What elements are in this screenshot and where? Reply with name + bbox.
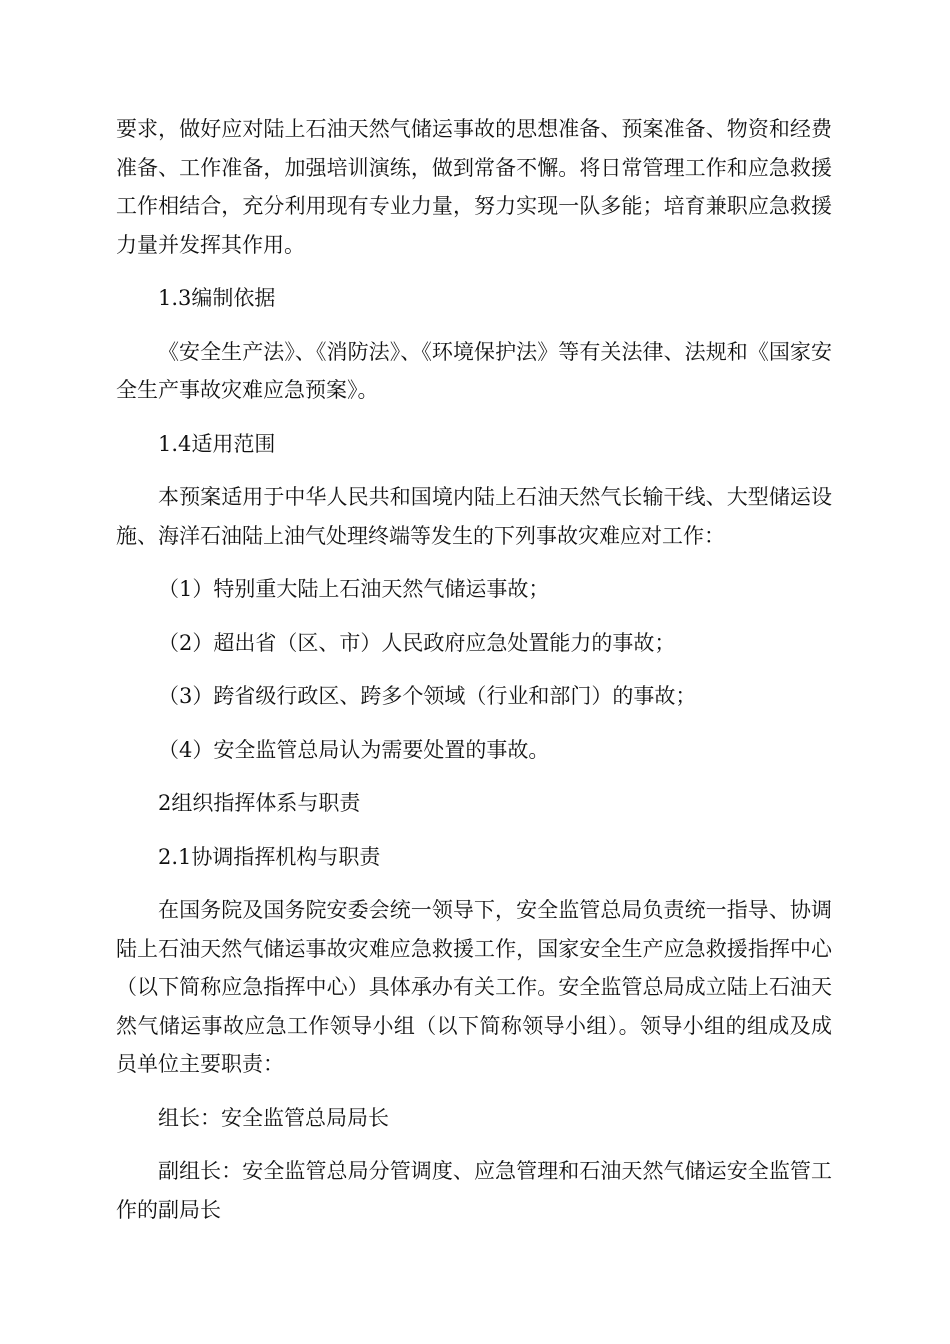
section-1-4-body: 本预案适用于中华人民共和国境内陆上石油天然气长输干线、大型储运设施、海洋石油陆上油气处理终端等发生的下列事故灾难应对工作： [116, 485, 832, 548]
scope-item-2: （2）超出省（区、市）人民政府应急处置能力的事故； [158, 630, 676, 655]
paragraph-continuation: 要求，做好应对陆上石油天然气储运事故的思想准备、预案准备、物资和经费准备、工作准备，加强培训演练，做到常备不懈。将日常管理工作和应急救援工作相结合，充分利用现有专业力量，努力实现一队多能；培育兼职应急救援力量并发挥其作用。 [116, 117, 832, 257]
scope-item-4: （4）安全监管总局认为需要处置的事故。 [158, 737, 550, 762]
section-1-3-body: 《安全生产法》、《消防法》、《环境保护法》等有关法律、法规和《国家安全生产事故灾难应急预案》。 [116, 339, 832, 402]
leader-line: 组长：安全监管总局局长 [158, 1105, 389, 1130]
scope-item-1: （1）特别重大陆上石油天然气储运事故； [158, 577, 550, 601]
section-1-3-heading: 1.3编制依据 [158, 286, 276, 310]
section-2-1-body: 在国务院及国务院安委会统一领导下，安全监管总局负责统一指导、协调陆上石油天然气储运事故灾难应急救援工作，国家安全生产应急救援指挥中心（以下简称应急指挥中心）具体承办有关工作。安全监管总局成立陆上石油天然气储运事故应急工作领导小组（以下简称领导小组）。领导小组的组成及成员单位主要职责： [116, 898, 832, 1076]
deputy-leader-line: 副组长：安全监管总局分管调度、应急管理和石油天然气储运安全监管工作的副局长 [116, 1159, 832, 1222]
section-2-1-heading: 2.1协调指挥机构与职责 [158, 844, 381, 869]
section-1-4-heading: 1.4适用范围 [158, 431, 276, 456]
section-2-heading: 2组织指挥体系与职责 [158, 791, 361, 815]
scope-item-3: （3）跨省级行政区、跨多个领域（行业和部门）的事故； [158, 684, 697, 708]
document-body [116, 110, 832, 1244]
